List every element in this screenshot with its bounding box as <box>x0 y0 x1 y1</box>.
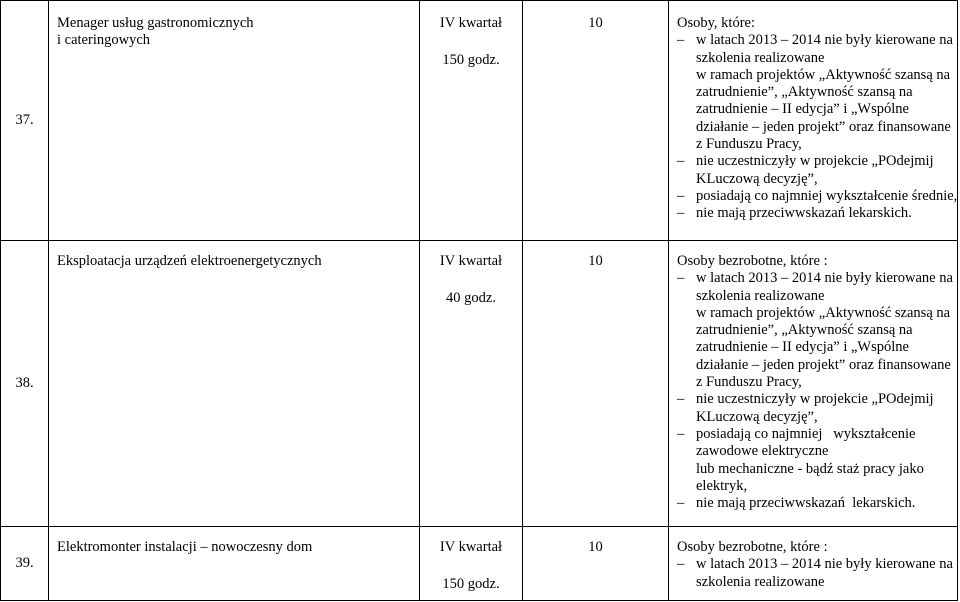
hours: 150 godz. <box>442 52 500 69</box>
requirement-line: lub mechaniczne - bądź staż pracy jako <box>696 460 924 477</box>
dash-bullet: – <box>677 391 685 408</box>
hours: 150 godz. <box>442 576 500 593</box>
requirement-line: w ramach projektów „Aktywność szansą na <box>696 304 951 321</box>
requirements-cell <box>669 241 958 527</box>
row-number-cell <box>1 1 49 241</box>
requirements-cell <box>669 1 958 241</box>
requirement-item <box>677 205 957 222</box>
requirements-cell <box>669 527 958 601</box>
dash-bullet: – <box>677 425 685 442</box>
requirement-line: w latach 2013 – 2014 nie były kierowane na <box>696 270 953 287</box>
requirement-line: zatrudnienie – II edycja” i „Wspólne <box>696 101 909 118</box>
participants-count: 10 <box>588 253 603 269</box>
term: IV kwartał <box>439 539 503 555</box>
requirement-line: szkolenia realizowane <box>696 287 825 304</box>
course-title-line: Eksploatacja urządzeń elektroenergetycznych <box>57 253 322 269</box>
row-number-cell <box>1 241 49 527</box>
requirement-line: nie mają przeciwwskazań lekarskich. <box>696 495 916 512</box>
term-cell <box>420 1 523 241</box>
requirement-line: w latach 2013 – 2014 nie były kierowane na <box>696 556 953 573</box>
participants-count: 10 <box>588 15 603 31</box>
requirement-item <box>677 270 957 391</box>
dash-bullet: – <box>677 187 685 204</box>
requirement-line: z Funduszu Pracy, <box>696 136 802 153</box>
participants-cell <box>523 527 669 601</box>
requirement-line: zatrudnienie – II edycja” i „Wspólne <box>696 339 909 356</box>
term-cell <box>420 241 523 527</box>
requirements-intro: Osoby bezrobotne, które : <box>677 253 828 269</box>
requirement-line: zatrudnienie”, „Aktywność szansą na <box>696 84 913 101</box>
requirement-item <box>677 426 957 495</box>
requirement-line: nie uczestniczyły w projekcie „POdejmij <box>696 391 934 408</box>
requirement-line: nie uczestniczyły w projekcie „POdejmij <box>696 153 934 170</box>
table-row <box>1 1 958 241</box>
term-cell <box>420 527 523 601</box>
row-number: 38. <box>15 374 34 391</box>
course-title-line: i cateringowych <box>57 32 151 49</box>
dash-bullet: – <box>677 556 685 573</box>
term: IV kwartał <box>439 253 503 269</box>
requirement-line: szkolenia realizowane <box>696 573 825 590</box>
participants-cell <box>523 1 669 241</box>
requirement-line: elektryk, <box>696 477 748 494</box>
participants-cell <box>523 241 669 527</box>
requirement-item <box>677 32 957 153</box>
requirement-item <box>677 153 957 188</box>
requirement-line: posiadają co najmniej wykształcenie <box>696 425 916 442</box>
requirement-line: w ramach projektów „Aktywność szansą na <box>696 66 951 83</box>
course-title-cell <box>49 527 420 601</box>
requirement-line: z Funduszu Pracy, <box>696 374 802 391</box>
requirement-item <box>677 188 957 205</box>
row-number: 37. <box>15 111 34 128</box>
requirement-line: KLuczową decyzję”, <box>696 408 818 425</box>
dash-bullet: – <box>677 270 685 287</box>
course-title-line: Elektromonter instalacji – nowoczesny dom <box>57 539 313 555</box>
requirement-line: posiadają co najmniej wykształcenie średnie, <box>696 187 958 204</box>
requirements-intro: Osoby, które: <box>677 15 755 31</box>
requirement-line: działanie – jeden projekt” oraz finansowane <box>696 118 951 135</box>
requirement-item <box>677 391 957 426</box>
term: IV kwartał <box>439 15 503 31</box>
course-title-cell <box>49 1 420 241</box>
row-number: 39. <box>15 554 34 571</box>
dash-bullet: – <box>677 32 685 49</box>
dash-bullet: – <box>677 153 685 170</box>
requirement-line: zawodowe elektryczne <box>696 443 829 460</box>
requirement-line: w latach 2013 – 2014 nie były kierowane na <box>696 32 953 49</box>
requirement-line: działanie – jeden projekt” oraz finansowane <box>696 356 951 373</box>
dash-bullet: – <box>677 495 685 512</box>
row-number-cell <box>1 527 49 601</box>
table-row <box>1 527 958 601</box>
hours: 40 godz. <box>446 290 496 307</box>
requirement-item <box>677 556 957 591</box>
course-title-line: Menager usług gastronomicznych <box>57 15 254 31</box>
participants-count: 10 <box>588 539 603 555</box>
requirement-line: nie mają przeciwwskazań lekarskich. <box>696 205 912 222</box>
requirement-item <box>677 495 957 512</box>
requirement-line: zatrudnienie”, „Aktywność szansą na <box>696 322 913 339</box>
requirements-intro: Osoby bezrobotne, które : <box>677 539 828 555</box>
requirement-line: KLuczową decyzję”, <box>696 170 818 187</box>
dash-bullet: – <box>677 205 685 222</box>
table-row <box>1 241 958 527</box>
course-title-cell <box>49 241 420 527</box>
requirement-line: szkolenia realizowane <box>696 49 825 66</box>
